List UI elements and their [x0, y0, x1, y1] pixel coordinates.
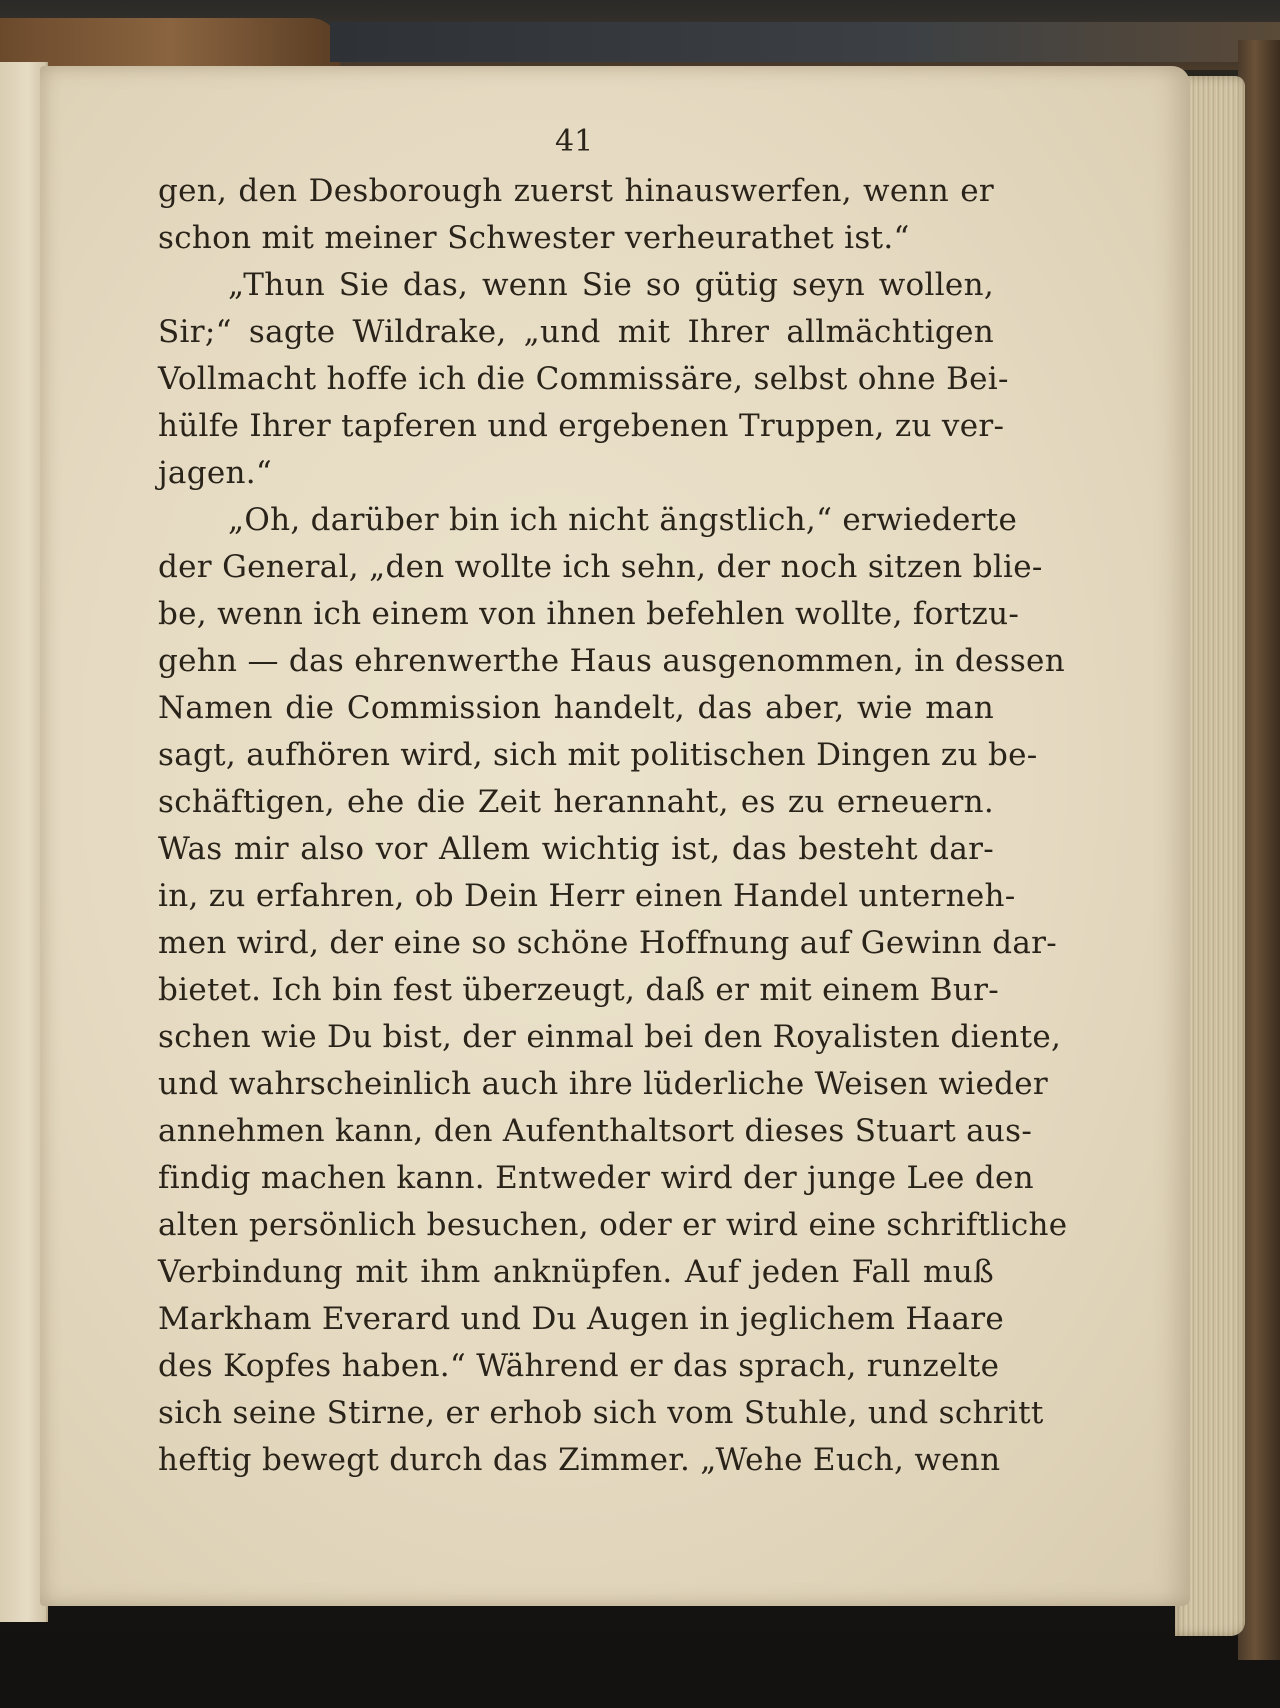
text-line: annehmen kann, den Aufenthaltsort dieses Stuart aus- [158, 1113, 1033, 1149]
text-line: heftig bewegt durch das Zimmer. „Wehe Euch, wenn [158, 1442, 1001, 1478]
text-line: findig machen kann. Entweder wird der junge Lee den [158, 1160, 1034, 1196]
text-line: Was mir also vor Allem wichtig ist, das besteht dar- [158, 831, 994, 867]
text-line: bietet. Ich bin fest überzeugt, daß er mit einem Bur- [158, 972, 1000, 1008]
text-line: be, wenn ich einem von ihnen befehlen wollte, fortzu- [158, 596, 1020, 632]
text-line: jagen.“ [158, 455, 273, 491]
text-line: Markham Everard und Du Augen in jeglichem Haare [158, 1301, 1005, 1337]
text-line: gehn — das ehrenwerthe Haus ausgenommen, in dessen [158, 643, 1065, 679]
text-line: „Oh, darüber bin ich nicht ängstlich,“ erwiederte [228, 502, 1018, 538]
text-line: hülfe Ihrer tapferen und ergebenen Truppen, zu ver- [158, 408, 1005, 444]
text-line: Namen die Commission handelt, das aber, wie man [158, 690, 994, 726]
text-line: „Thun Sie das, wenn Sie so gütig seyn wollen, [228, 267, 994, 303]
text-line: schen wie Du bist, der einmal bei den Royalisten diente, [158, 1019, 1062, 1055]
cover-edge-strip [330, 22, 1280, 62]
text-line: des Kopfes haben.“ Während er das sprach, runzelte [158, 1348, 1000, 1384]
text-line: und wahrscheinlich auch ihre lüderliche Weisen wieder [158, 1066, 1049, 1102]
page-text [158, 168, 1068, 1484]
text-line: men wird, der eine so schöne Hoffnung auf Gewinn dar- [158, 925, 1058, 961]
book-binding-top [0, 0, 1280, 70]
text-line: Vollmacht hoffe ich die Commissäre, selbst ohne Bei- [158, 361, 1009, 397]
text-line: Sir;“ sagte Wildrake, „und mit Ihrer allmächtigen [158, 314, 994, 350]
text-line: gen, den Desborough zuerst hinauswerfen, wenn er [158, 173, 994, 209]
text-line: der General, „den wollte ich sehn, der noch sitzen blie- [158, 549, 1043, 585]
text-line: schäftigen, ehe die Zeit herannaht, es zu erneuern. [158, 784, 994, 820]
text-line: alten persönlich besuchen, oder er wird eine schriftliche [158, 1207, 1068, 1243]
text-line: schon mit meiner Schwester verheurathet ist.“ [158, 220, 910, 256]
text-line: sich seine Stirne, er erhob sich vom Stuhle, und schritt [158, 1395, 1044, 1431]
text-line: sagt, aufhören wird, sich mit politischen Dingen zu be- [158, 737, 1038, 773]
leather-spine-fragment [0, 18, 340, 70]
text-line: Verbindung mit ihm anknüpfen. Auf jeden Fall muß [158, 1254, 994, 1290]
page-number: 41 [555, 124, 594, 159]
text-line: in, zu erfahren, ob Dein Herr einen Handel unterneh- [158, 878, 1016, 914]
